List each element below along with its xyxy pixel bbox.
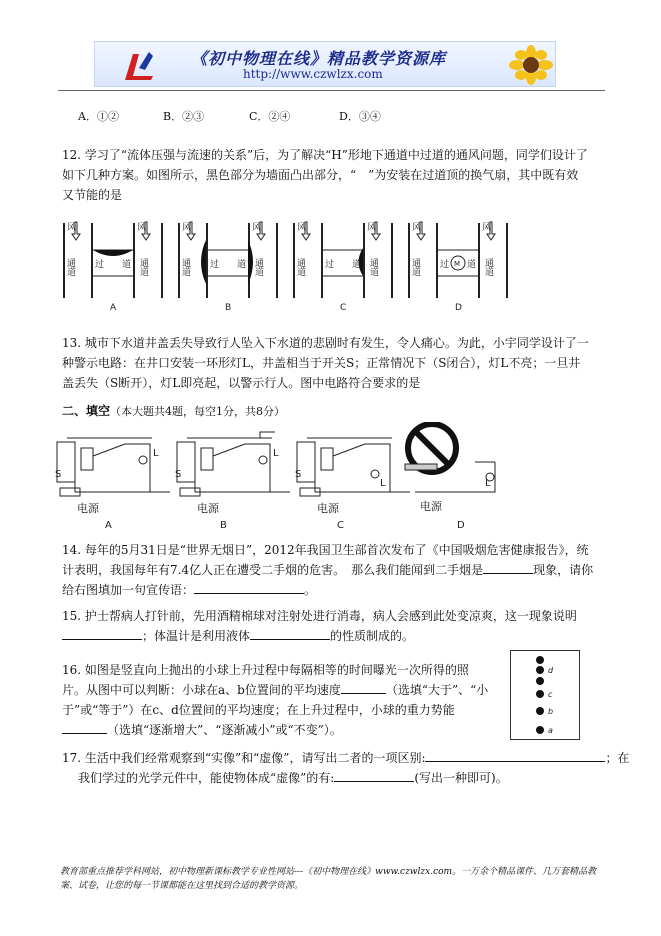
- ventilation-diagram: [58, 218, 508, 316]
- power-label: 电源: [197, 502, 219, 515]
- figure-label: C: [340, 303, 347, 313]
- no-smoking-icon: [405, 424, 456, 472]
- svg-text:M: M: [454, 260, 461, 268]
- svg-text:S: S: [175, 469, 182, 480]
- option-b: B．②③: [163, 110, 205, 123]
- option-c: C．②④: [249, 110, 291, 123]
- banner-title: 《初中物理在线》精品教学资源库: [191, 49, 447, 68]
- svg-text:风: 风: [367, 223, 377, 233]
- power-label: 电源: [420, 500, 442, 513]
- option-d: D．③④: [339, 110, 381, 123]
- svg-text:风: 风: [67, 223, 77, 233]
- power-label: 电源: [77, 502, 99, 515]
- svg-text:通道: 通道: [410, 258, 420, 276]
- svg-text:D: D: [457, 520, 465, 531]
- svg-text:过道: 过道: [440, 260, 476, 270]
- option-a: A．①②: [78, 110, 119, 123]
- svg-text:b: b: [548, 707, 554, 716]
- question-17-line-2: 我们学过的光学元件中，能使物体成“虚像”的有: (写出一种即可)。: [78, 771, 508, 785]
- svg-text:c: c: [548, 690, 553, 699]
- header-banner: [94, 41, 556, 87]
- svg-text:a: a: [548, 726, 553, 735]
- svg-text:风: 风: [297, 223, 307, 233]
- answer-blank[interactable]: [194, 581, 304, 594]
- answer-blank[interactable]: [334, 769, 414, 782]
- figure-b: [178, 222, 278, 298]
- svg-text:通道: 通道: [65, 258, 75, 276]
- question-12: 12. 学习了“流体压强与流速的关系”后，为了解决“H”形地下通道中过道的通风问题，同学们设计了如下几种方案。如图所示，黑色部分为墙面凸出部分，“ ”为安装在过道顶的换气扇，其中既有效又节能的是: [62, 148, 588, 202]
- svg-text:过道: 过道: [325, 260, 361, 270]
- svg-text:风: 风: [137, 223, 147, 233]
- figure-a: [63, 222, 163, 298]
- header-rule: [58, 90, 605, 91]
- answer-blank[interactable]: [341, 681, 386, 694]
- svg-text:A: A: [105, 520, 112, 531]
- svg-text:风: 风: [412, 223, 422, 233]
- page-footer: 教育部重点推荐学科网站，初中物理新课标教学专业性网站---《初中物理在线》www.czwlzx.com。一万余个精品课件、几万套精品教案、试卷，让您的每一节课都能在这里找到合适的教学资源。: [60, 867, 597, 891]
- question-17-line-1: 17. 生活中我们经常观察到“实像”和“虚像”，请写出二者的一项区别: ；在: [62, 751, 630, 765]
- ball-photo-figure: [510, 650, 580, 740]
- question-15: 15. 护士帮病人打针前，先用酒精棉球对注射处进行消毒，病人会感到此处变凉爽，这一现象说明；体温计是利用液体 的性质制成的。: [62, 609, 577, 643]
- figure-c: [293, 222, 393, 298]
- question-14: 14. 每年的5月31日是“世界无烟日”，2012年我国卫生部首次发布了《中国吸烟危害健康报告》，统计表明，我国每年有7.4亿人正在遭受二手烟的危害。 那么我们能闻到二手烟是 现象，请你给右图填加一句宣传语： 。: [62, 543, 594, 597]
- sunflower-icon: [509, 45, 553, 85]
- banner-url[interactable]: http://www.czwlzx.com: [243, 67, 383, 81]
- answer-blank[interactable]: [250, 627, 330, 640]
- svg-text:C: C: [337, 520, 344, 531]
- svg-text:L: L: [153, 448, 159, 459]
- figure-label: A: [110, 303, 117, 313]
- answer-blank[interactable]: [425, 749, 605, 762]
- figure-label: D: [455, 303, 462, 313]
- section-2-heading: 二、填空（本大题共4题，每空1分，共8分）: [62, 404, 286, 418]
- svg-text:通道: 通道: [138, 258, 148, 276]
- svg-text:通道: 通道: [295, 258, 305, 276]
- power-label: 电源: [317, 502, 339, 515]
- answer-blank[interactable]: [62, 627, 142, 640]
- svg-text:d: d: [548, 666, 554, 675]
- circuit-diagram: [55, 422, 505, 532]
- site-logo-icon: [119, 46, 159, 84]
- svg-text:通道: 通道: [368, 258, 378, 276]
- svg-text:过道: 过道: [95, 260, 131, 270]
- svg-text:通道: 通道: [483, 258, 493, 276]
- figure-label: B: [225, 303, 232, 313]
- svg-text:风: 风: [252, 223, 262, 233]
- svg-text:L: L: [273, 448, 279, 459]
- question-16: 16. 如图是竖直向上抛出的小球上升过程中每隔相等的时间曝光一次所得的照片。从图中可以判断：小球在a、b位置间的平均速度 （选填“大于”、“小于”或“等于”）在c、d位置间的平均速度；在上升过程中，小球的重力势能（选填“逐渐增大”、“逐渐减小”或“不变”）。: [62, 663, 489, 737]
- answer-blank[interactable]: [483, 561, 533, 574]
- svg-text:S: S: [55, 469, 62, 480]
- svg-text:通道: 通道: [253, 258, 263, 276]
- svg-text:S: S: [295, 469, 302, 480]
- svg-text:L: L: [380, 478, 386, 489]
- svg-text:风: 风: [182, 223, 192, 233]
- svg-text:B: B: [220, 520, 227, 531]
- svg-text:过道: 过道: [210, 260, 246, 270]
- svg-text:通道: 通道: [180, 258, 190, 276]
- question-13: 13. 城市下水道井盖丢失导致行人坠入下水道的悲剧时有发生，令人痛心。为此，小宇同学设计了一种警示电路：在井口安装一环形灯L，井盖相当于开关S；正常情况下（S闭合），灯L不亮；一旦井盖丢失（S断开），灯L即亮起，以警示行人。图中电路符合要求的是: [62, 336, 589, 390]
- svg-text:风: 风: [482, 223, 492, 233]
- svg-text:L: L: [485, 478, 491, 489]
- answer-blank[interactable]: [62, 721, 107, 734]
